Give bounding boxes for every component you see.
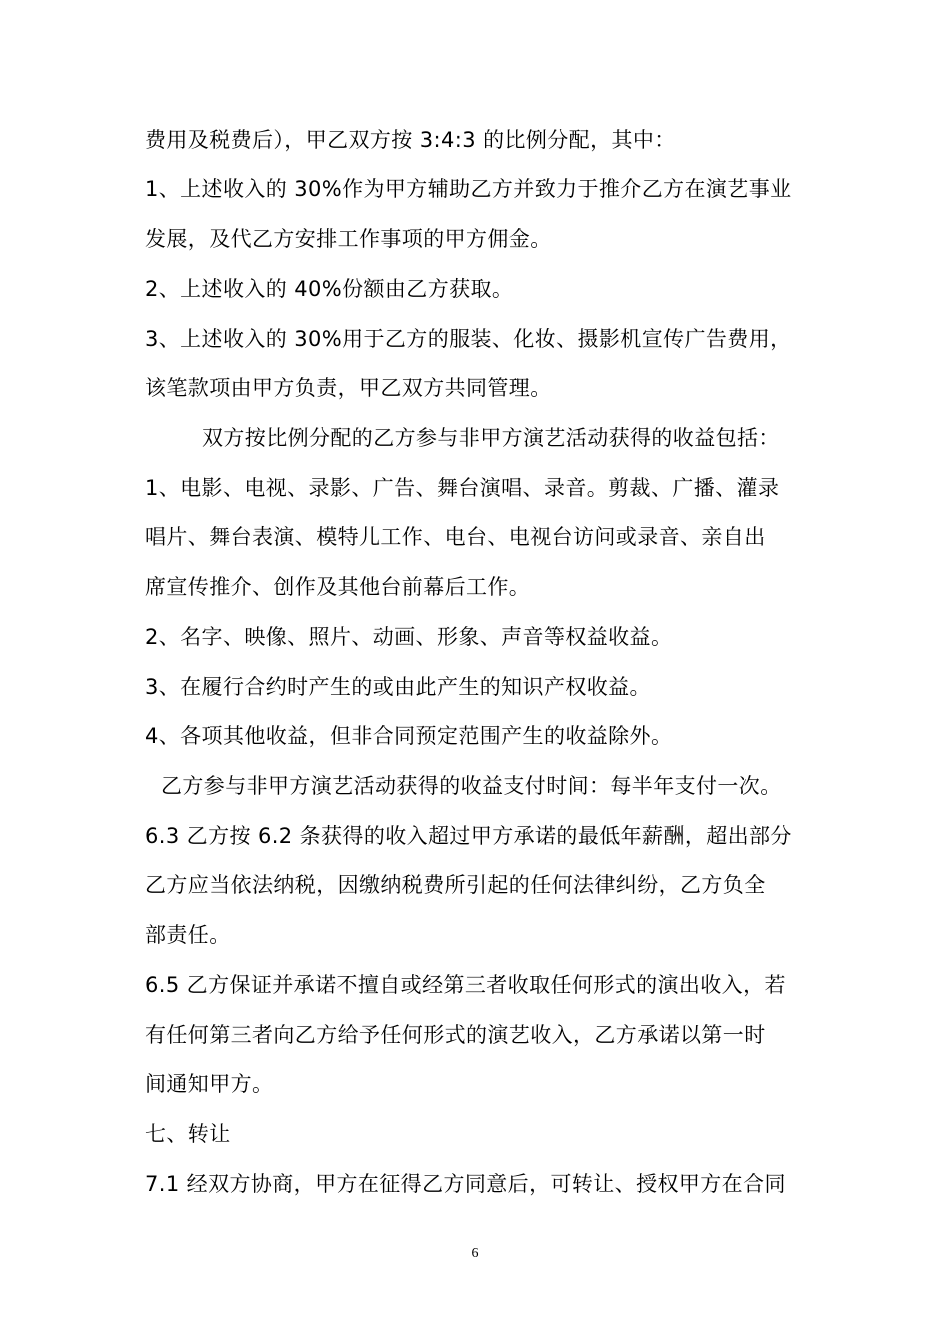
page-number: 6 — [471, 1246, 479, 1261]
text-line-22: 7.1 经双方协商，甲方在征得乙方同意后，可转让、授权甲方在合同 — [145, 1172, 786, 1196]
text-line-13: 4、各项其他收益，但非合同预定范围产生的收益除外。 — [145, 724, 673, 748]
text-line-19: 有任何第三者向乙方给予任何形式的演艺收入，乙方承诺以第一时 — [145, 1023, 766, 1047]
text-line-4: 2、上述收入的 40%份额由乙方获取。 — [145, 277, 514, 301]
text-line-5: 3、上述收入的 30%用于乙方的服装、化妆、摄影机宣传广告费用， — [145, 327, 792, 351]
section-heading-transfer: 七、转让 — [145, 1122, 231, 1146]
text-line-14: 乙方参与非甲方演艺活动获得的收益支付时间：每半年支付一次。 — [161, 774, 782, 798]
text-line-3: 发展，及代乙方安排工作事项的甲方佣金。 — [145, 227, 552, 251]
text-line-15: 6.3 乙方按 6.2 条获得的收入超过甲方承诺的最低年薪酬，超出部分 — [145, 824, 792, 848]
text-line-7: 双方按比例分配的乙方参与非甲方演艺活动获得的收益包括： — [202, 426, 780, 450]
text-line-18: 6.5 乙方保证并承诺不擅自或经第三者收取任何形式的演出收入，若 — [145, 973, 786, 997]
text-line-9: 唱片、舞台表演、模特儿工作、电台、电视台访问或录音、亲自出 — [145, 525, 766, 549]
text-line-6: 该笔款项由甲方负责，甲乙双方共同管理。 — [145, 376, 552, 400]
text-line-2: 1、上述收入的 30%作为甲方辅助乙方并致力于推介乙方在演艺事业 — [145, 177, 792, 201]
text-line-11: 2、名字、映像、照片、动画、形象、声音等权益收益。 — [145, 625, 673, 649]
text-line-1: 费用及税费后），甲乙双方按 3:4:3 的比例分配，其中： — [145, 128, 676, 152]
text-line-8: 1、电影、电视、录影、广告、舞台演唱、录音。剪裁、广播、灌录 — [145, 476, 780, 500]
text-line-16: 乙方应当依法纳税，因缴纳税费所引起的任何法律纠纷，乙方负全 — [145, 873, 766, 897]
text-line-12: 3、在履行合约时产生的或由此产生的知识产权收益。 — [145, 675, 651, 699]
text-line-17: 部责任。 — [145, 923, 231, 947]
text-line-10: 席宣传推介、创作及其他台前幕后工作。 — [145, 575, 531, 599]
text-line-20: 间通知甲方。 — [145, 1072, 274, 1096]
